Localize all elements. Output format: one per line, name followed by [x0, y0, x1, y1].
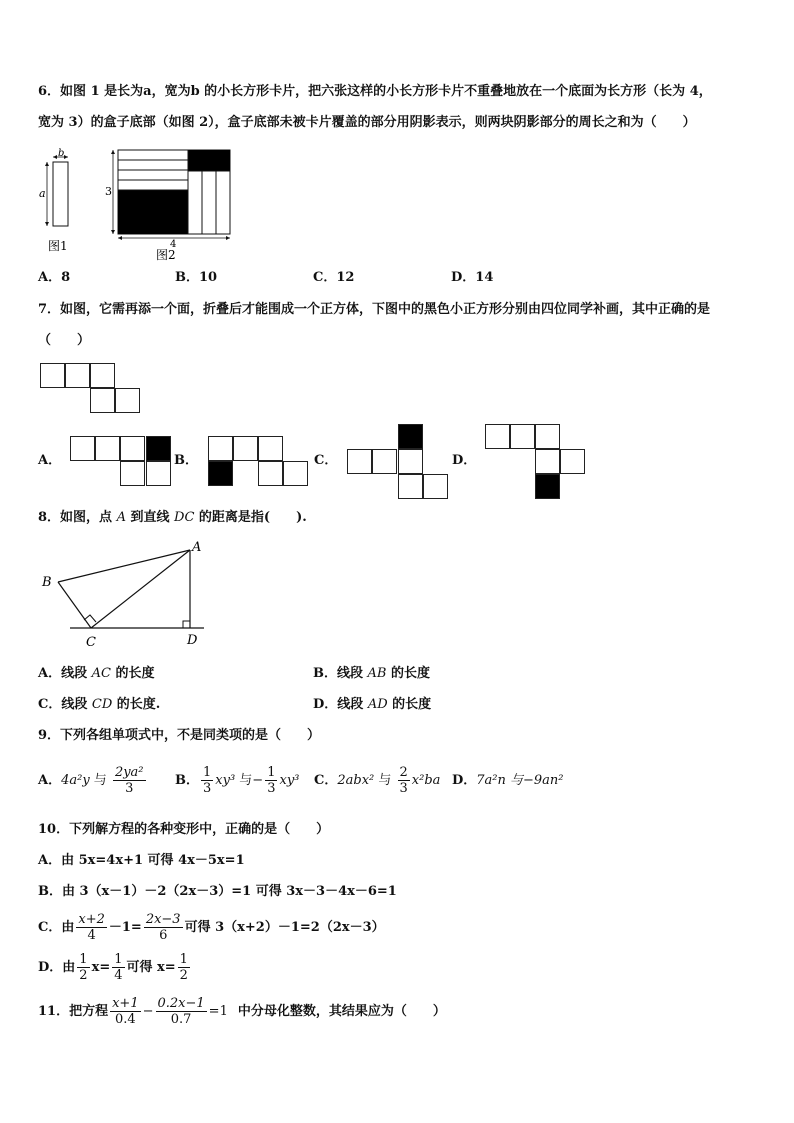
- fraction: $\frac{2}{3}$: [399, 765, 408, 796]
- net-square: [208, 436, 233, 461]
- fig1-rectangle: [53, 162, 68, 226]
- added-black-square: [208, 461, 233, 486]
- net-square: [398, 474, 423, 499]
- q10-option-d[interactable]: D．由 $\frac{1}{2}$ x= $\frac{1}{4}$ 可得 x= $\frac{1}{2}$: [38, 952, 188, 983]
- fraction: $\frac{1}{3}$: [203, 765, 212, 796]
- fraction: $\frac{x+2}{4}$: [78, 912, 105, 943]
- q8-option-c[interactable]: C．线段 CD 的长度.: [38, 697, 161, 712]
- point-a-label: A: [192, 540, 202, 555]
- point-b-label: B: [42, 575, 52, 590]
- q8-option-a[interactable]: A．线段 AC 的长度: [38, 666, 155, 681]
- segment-bc: [58, 582, 91, 628]
- q6-option-c[interactable]: C．12: [313, 270, 355, 285]
- q9-option-b[interactable]: B． $\frac{1}{3}$ xy³ 与− $\frac{1}{3}$ xy³: [175, 765, 300, 796]
- fraction: $\frac{1}{2}$: [179, 952, 188, 983]
- point-d-label: D: [187, 633, 198, 648]
- q8-option-b[interactable]: B．线段 AB 的长度: [313, 666, 430, 681]
- q6-figure: [36, 145, 246, 265]
- net-square: [233, 436, 258, 461]
- q6-option-d[interactable]: D．14: [451, 270, 494, 285]
- q7-option-c-label[interactable]: C．: [314, 453, 338, 468]
- fraction: $\frac{1}{3}$: [267, 765, 276, 796]
- q6-option-b[interactable]: B．10: [175, 270, 218, 285]
- fraction: $\frac{0.2x-1}{0.7}$: [157, 996, 205, 1027]
- fig1-b-label: b: [58, 148, 65, 159]
- fraction: $\frac{1}{4}$: [114, 952, 123, 983]
- q7-stem-line2: （ ）: [38, 333, 91, 348]
- fig1-a-label: a: [39, 187, 46, 200]
- q6-stem-line2: 宽为 3）的盒子底部（如图 2），盒子底部未被卡片覆盖的部分用阴影表示，则两块阴影部分的周长之和为（ ）: [38, 115, 696, 130]
- fraction: $\frac{\text{2ya²}}{3}$: [114, 765, 144, 796]
- q9-option-d[interactable]: D．7a²n 与−9an²: [452, 773, 564, 788]
- net-square: [398, 449, 423, 474]
- fig2-shade-top-right: [188, 150, 230, 171]
- net-square: [283, 461, 308, 486]
- point-c-label: C: [86, 635, 96, 650]
- net-square: [90, 388, 115, 413]
- net-square: [560, 449, 585, 474]
- fig1-caption: 图1: [48, 239, 68, 253]
- q7-option-d-label[interactable]: D．: [452, 453, 477, 468]
- fraction: $\frac{1}{2}$: [79, 952, 88, 983]
- q11-stem: 11．把方程 $\frac{x+1}{0.4}$ − $\frac{0.2x-1}{0.7}$ =1 中分母化整数，其结果应为（ ）: [38, 996, 446, 1027]
- net-square: [120, 461, 145, 486]
- added-black-square: [146, 436, 171, 461]
- q10-option-b[interactable]: B．由 3（x－1）－2（2x－3）=1 可得 3x－3－4x－6=1: [38, 884, 397, 899]
- added-black-square: [398, 424, 423, 449]
- q8-stem: 8．如图，点 A 到直线 DC 的距离是指( ).: [38, 510, 307, 525]
- net-square: [146, 461, 171, 486]
- fig2-caption: 图2: [156, 248, 176, 262]
- net-square: [115, 388, 140, 413]
- net-square: [372, 449, 397, 474]
- q8-option-d[interactable]: D．线段 AD 的长度: [313, 697, 432, 712]
- net-square: [90, 363, 115, 388]
- net-square: [423, 474, 448, 499]
- q10-option-a[interactable]: A．由 5x=4x+1 可得 4x－5x=1: [38, 853, 245, 868]
- q6-option-a[interactable]: A．8: [38, 270, 71, 285]
- fig2-shade-bottom-left: [118, 190, 188, 234]
- q6-stem-line1: 6．如图 1 是长为a，宽为b 的小长方形卡片，把六张这样的小长方形卡片不重叠地放在一个底面为长方形（长为 4，: [38, 84, 712, 99]
- net-square: [120, 436, 145, 461]
- net-square: [40, 363, 65, 388]
- q10-option-c[interactable]: C．由 $\frac{x+2}{4}$ －1= $\frac{2x-3}{6}$ 可得 3（x+2）－1=2（2x－3）: [38, 912, 385, 943]
- net-square: [485, 424, 510, 449]
- fig2-width-label: 4: [170, 239, 177, 250]
- q7-stem-line1: 7．如图，它需再添一个面，折叠后才能围成一个正方体，下图中的黑色小正方形分别由四位同学补画，其中正确的是: [38, 302, 711, 317]
- q9-option-c[interactable]: C．2abx² 与 $\frac{2}{3}$ x²ba: [314, 765, 441, 796]
- net-square: [510, 424, 535, 449]
- added-black-square: [535, 474, 560, 499]
- net-square: [347, 449, 372, 474]
- net-square: [258, 436, 283, 461]
- net-square: [535, 449, 560, 474]
- net-square: [65, 363, 90, 388]
- q9-option-a[interactable]: A．4a²y 与 $\frac{\text{2ya²}}{3}$: [38, 765, 144, 796]
- fraction: $\frac{2x-3}{6}$: [145, 912, 181, 943]
- net-square: [258, 461, 283, 486]
- q7-option-b-label[interactable]: B．: [174, 453, 198, 468]
- net-square: [95, 436, 120, 461]
- q8-figure: [38, 536, 218, 652]
- fig2-height-label: 3: [105, 185, 112, 198]
- q7-option-a-label[interactable]: A．: [38, 453, 62, 468]
- net-square: [70, 436, 95, 461]
- fraction: $\frac{x+1}{0.4}$: [112, 996, 139, 1027]
- q10-stem: 10．下列解方程的各种变形中，正确的是（ ）: [38, 822, 330, 837]
- q9-stem: 9．下列各组单项式中，不是同类项的是（ ）: [38, 728, 321, 743]
- net-square: [535, 424, 560, 449]
